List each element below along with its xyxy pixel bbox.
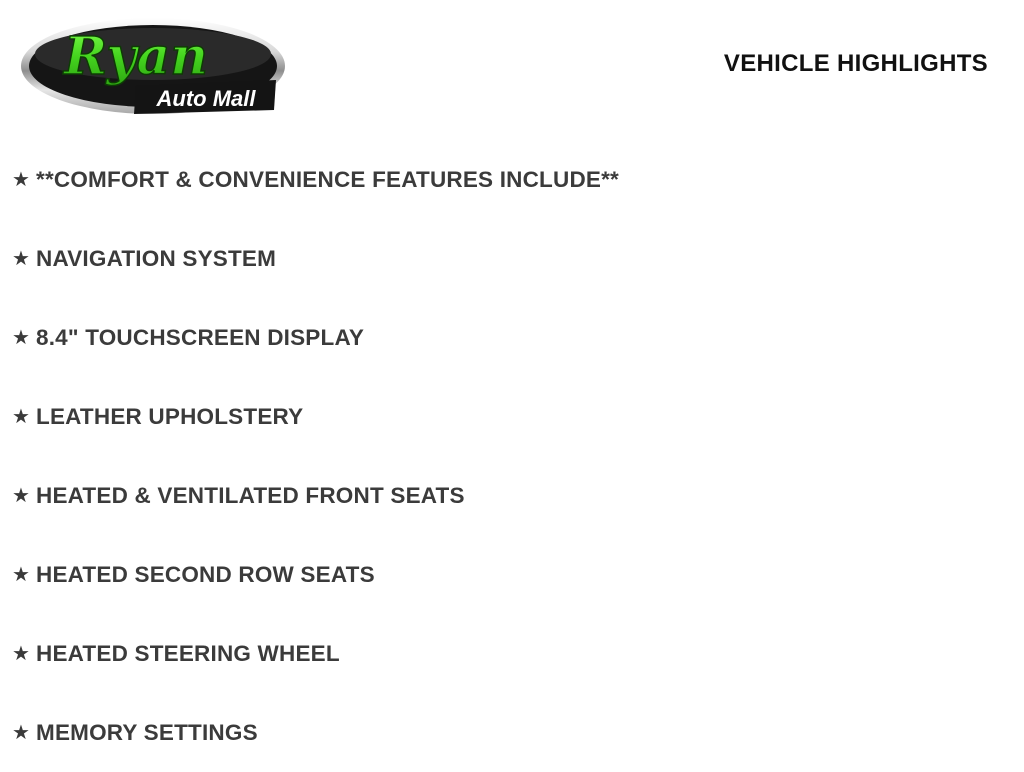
star-icon: ★: [12, 484, 30, 507]
star-icon: ★: [12, 563, 30, 586]
list-item-label: HEATED & VENTILATED FRONT SEATS: [36, 482, 465, 508]
list-item-label: LEATHER UPHOLSTERY: [36, 403, 304, 429]
list-item: [0, 614, 1024, 693]
star-icon: ★: [12, 721, 30, 744]
list-item-label: HEATED STEERING WHEEL: [36, 640, 340, 666]
page-title: VEHICLE HIGHLIGHTS: [723, 50, 988, 77]
star-icon: ★: [12, 168, 30, 191]
ryan-auto-mall-logo: [18, 10, 288, 122]
list-item: [0, 219, 1024, 298]
star-icon: ★: [12, 326, 30, 349]
vehicle-highlights-list: [0, 140, 1024, 772]
list-item: [0, 140, 1024, 219]
list-item: [0, 298, 1024, 377]
list-item-label: HEATED SECOND ROW SEATS: [36, 561, 375, 587]
page-header: [0, 0, 1024, 126]
list-item-label: 8.4" TOUCHSCREEN DISPLAY: [36, 324, 365, 350]
svg-text:Auto Mall: Auto Mall: [156, 86, 256, 111]
list-item-label: MEMORY SETTINGS: [36, 719, 258, 745]
list-item-label: NAVIGATION SYSTEM: [36, 245, 277, 271]
list-item: [0, 693, 1024, 772]
star-icon: ★: [12, 247, 30, 270]
star-icon: ★: [12, 405, 30, 428]
svg-text:Ryan: Ryan: [63, 26, 209, 87]
list-item: [0, 377, 1024, 456]
star-icon: ★: [12, 642, 30, 665]
list-item: [0, 535, 1024, 614]
list-item: [0, 456, 1024, 535]
list-item-label: **COMFORT & CONVENIENCE FEATURES INCLUDE**: [36, 166, 620, 192]
